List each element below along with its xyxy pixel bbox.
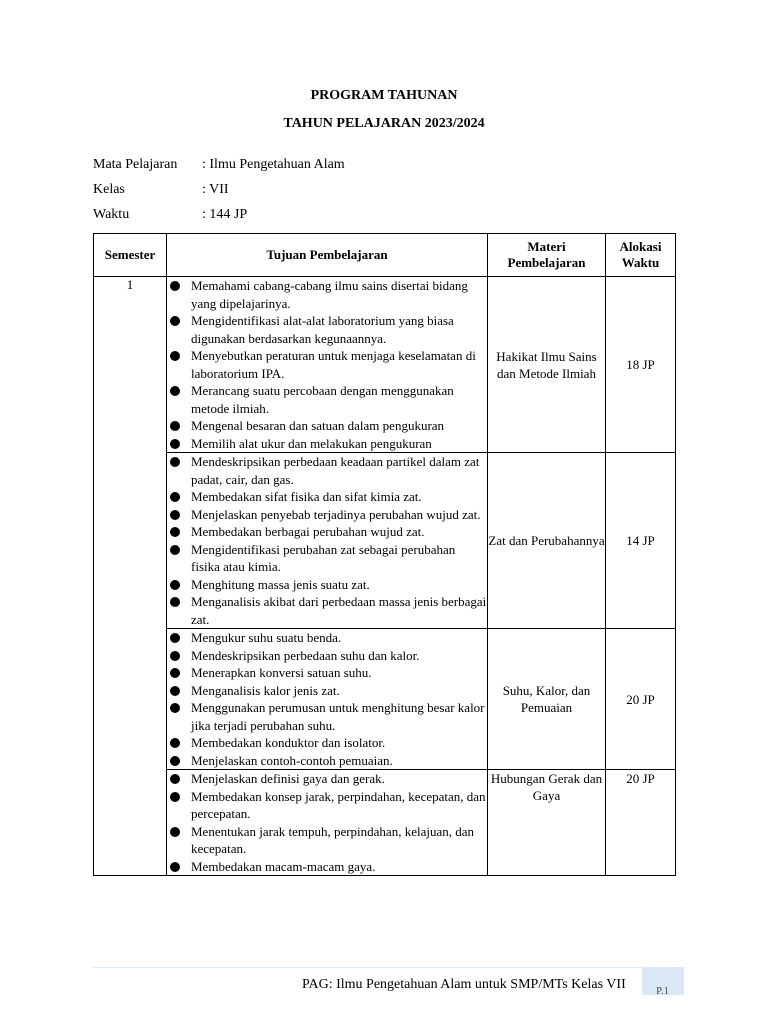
bullet-icon (170, 651, 180, 661)
bullet-icon (170, 510, 180, 520)
bullet-icon (170, 668, 180, 678)
meta-time-value: : 144 JP (202, 207, 248, 222)
meta-time (93, 207, 247, 223)
objective-item (167, 752, 487, 770)
bullet-icon (170, 492, 180, 502)
objective-item (167, 629, 487, 647)
objective-text: Menerapkan konversi satuan suhu. (191, 665, 372, 680)
bullet-icon (170, 281, 180, 291)
bullet-icon (170, 580, 180, 590)
meta-time-label: Waktu (93, 207, 130, 222)
bullet-icon (170, 703, 180, 713)
objective-item (167, 488, 487, 506)
objective-item (167, 435, 487, 453)
bullet-icon (170, 756, 180, 766)
objective-item (167, 277, 487, 312)
objective-text: Menjelaskan penyebab terjadinya perubahan wujud zat. (191, 506, 481, 522)
objective-text: Menentukan jarak tempuh, perpindahan, kelajuan, dan kecepatan. (191, 823, 475, 856)
materi-cell: Hakikat Ilmu Sains dan Metode Ilmiah (488, 277, 606, 453)
objective-text: Menjelaskan contoh-contoh pemuaian. (191, 752, 393, 768)
bullet-icon (170, 545, 180, 555)
objective-text: Membedakan konsep jarak, perpindahan, kecepatan, dan percepatan. (191, 788, 486, 821)
bullet-icon (170, 457, 180, 467)
meta-subject (93, 157, 345, 173)
objective-item (167, 576, 487, 594)
objective-item (167, 506, 487, 524)
table-row (94, 453, 676, 629)
table-row (94, 629, 676, 770)
alokasi-cell: 20 JP (606, 629, 676, 770)
bullet-icon (170, 792, 180, 802)
objective-item (167, 541, 487, 576)
page-number-box (642, 967, 684, 995)
bullet-icon (170, 421, 180, 431)
objectives-cell (167, 629, 488, 770)
alokasi-cell: 20 JP (606, 770, 676, 876)
program-table (93, 233, 676, 876)
bullet-icon (170, 633, 180, 643)
objectives-cell (167, 277, 488, 453)
objective-text: Menganalisis akibat dari perbedaan massa jenis berbagai zat. (191, 594, 487, 627)
objective-item (167, 682, 487, 700)
objective-text: Mendeskripsikan perbedaan suhu dan kalor. (191, 647, 420, 663)
footer-divider (93, 967, 641, 968)
table-row (94, 770, 676, 876)
objective-item (167, 312, 487, 347)
page-number: P.1 (656, 985, 670, 995)
objective-list (167, 770, 487, 875)
objective-item (167, 699, 487, 734)
meta-class-label: Kelas (93, 182, 125, 197)
objective-text: Menyebutkan peraturan untuk menjaga keselamatan di laboratorium IPA. (191, 348, 476, 381)
bullet-icon (170, 316, 180, 326)
table-header-row (94, 234, 676, 277)
semester-cell: 1 (94, 277, 167, 876)
objective-text: Membedakan konduktor dan isolator. (191, 735, 386, 750)
bullet-icon (170, 597, 180, 607)
objective-text: Mengidentifikasi alat-alat laboratorium yang biasa digunakan berdasarkan kegunaannya. (191, 313, 454, 346)
objective-text: Membedakan berbagai perubahan wujud zat. (191, 524, 425, 539)
objective-item (167, 770, 487, 788)
alokasi-cell: 18 JP (606, 277, 676, 453)
objective-item (167, 523, 487, 541)
header-alokasi: Alokasi Waktu (606, 234, 676, 277)
objective-text: Menjelaskan definisi gaya dan gerak. (191, 771, 385, 786)
objective-text: Mengenal besaran dan satuan dalam pengukuran (191, 418, 445, 433)
bullet-icon (170, 738, 180, 748)
objective-list (167, 277, 487, 452)
objective-item (167, 647, 487, 665)
bullet-icon (170, 386, 180, 396)
objective-list (167, 453, 487, 628)
document-title: PROGRAM TAHUNAN (310, 88, 458, 103)
document-subtitle: TAHUN PELAJARAN 2023/2024 (283, 116, 485, 131)
objective-item (167, 734, 487, 752)
header-materi: Materi Pembelajaran (488, 234, 606, 277)
table-row (94, 277, 676, 453)
objective-item (167, 347, 487, 382)
materi-cell: Zat dan Perubahannya (488, 453, 606, 629)
objective-item (167, 382, 487, 417)
objective-text: Memahami cabang-cabang ilmu sains disertai bidang yang dipelajarinya. (191, 278, 468, 311)
objective-text: Mengidentifikasi perubahan zat sebagai perubahan fisika atau kimia. (191, 541, 456, 574)
objective-text: Memilih alat ukur dan melakukan pengukuran (191, 435, 432, 451)
meta-class-value: : VII (202, 182, 229, 197)
meta-class (93, 182, 229, 198)
objective-text: Membedakan sifat fisika dan sifat kimia zat. (191, 489, 422, 504)
objective-text: Menggunakan perumusan untuk menghitung besar kalor jika terjadi perubahan suhu. (191, 700, 485, 733)
objective-text: Membedakan macam-macam gaya. (191, 858, 376, 874)
objective-text: Mendeskripsikan perbedaan keadaan partikel dalam zat padat, cair, dan gas. (191, 454, 480, 487)
objectives-cell (167, 453, 488, 629)
meta-subject-value: : Ilmu Pengetahuan Alam (202, 157, 345, 172)
materi-cell: Hubungan Gerak dan Gaya (488, 770, 606, 876)
header-tujuan: Tujuan Pembelajaran (167, 234, 488, 277)
objective-text: Mengukur suhu suatu benda. (191, 630, 342, 645)
objective-text: Merancang suatu percobaan dengan menggunakan metode ilmiah. (191, 383, 454, 416)
bullet-icon (170, 686, 180, 696)
bullet-icon (170, 827, 180, 837)
objective-item (167, 823, 487, 858)
footer-text: PAG: Ilmu Pengetahuan Alam untuk SMP/MTs Kelas VII (302, 977, 626, 992)
alokasi-cell: 14 JP (606, 453, 676, 629)
bullet-icon (170, 774, 180, 784)
bullet-icon (170, 439, 180, 449)
objective-text: Menganalisis kalor jenis zat. (191, 682, 340, 698)
objective-list (167, 629, 487, 769)
objectives-cell (167, 770, 488, 876)
materi-cell: Suhu, Kalor, dan Pemuaian (488, 629, 606, 770)
objective-item (167, 453, 487, 488)
objective-text: Menghitung massa jenis suatu zat. (191, 576, 370, 592)
objective-item (167, 788, 487, 823)
objective-item (167, 417, 487, 435)
objective-item (167, 593, 487, 628)
objective-item (167, 858, 487, 876)
bullet-icon (170, 351, 180, 361)
objective-item (167, 664, 487, 682)
bullet-icon (170, 862, 180, 872)
meta-subject-label: Mata Pelajaran (93, 157, 178, 172)
bullet-icon (170, 527, 180, 537)
header-semester: Semester (94, 234, 167, 277)
